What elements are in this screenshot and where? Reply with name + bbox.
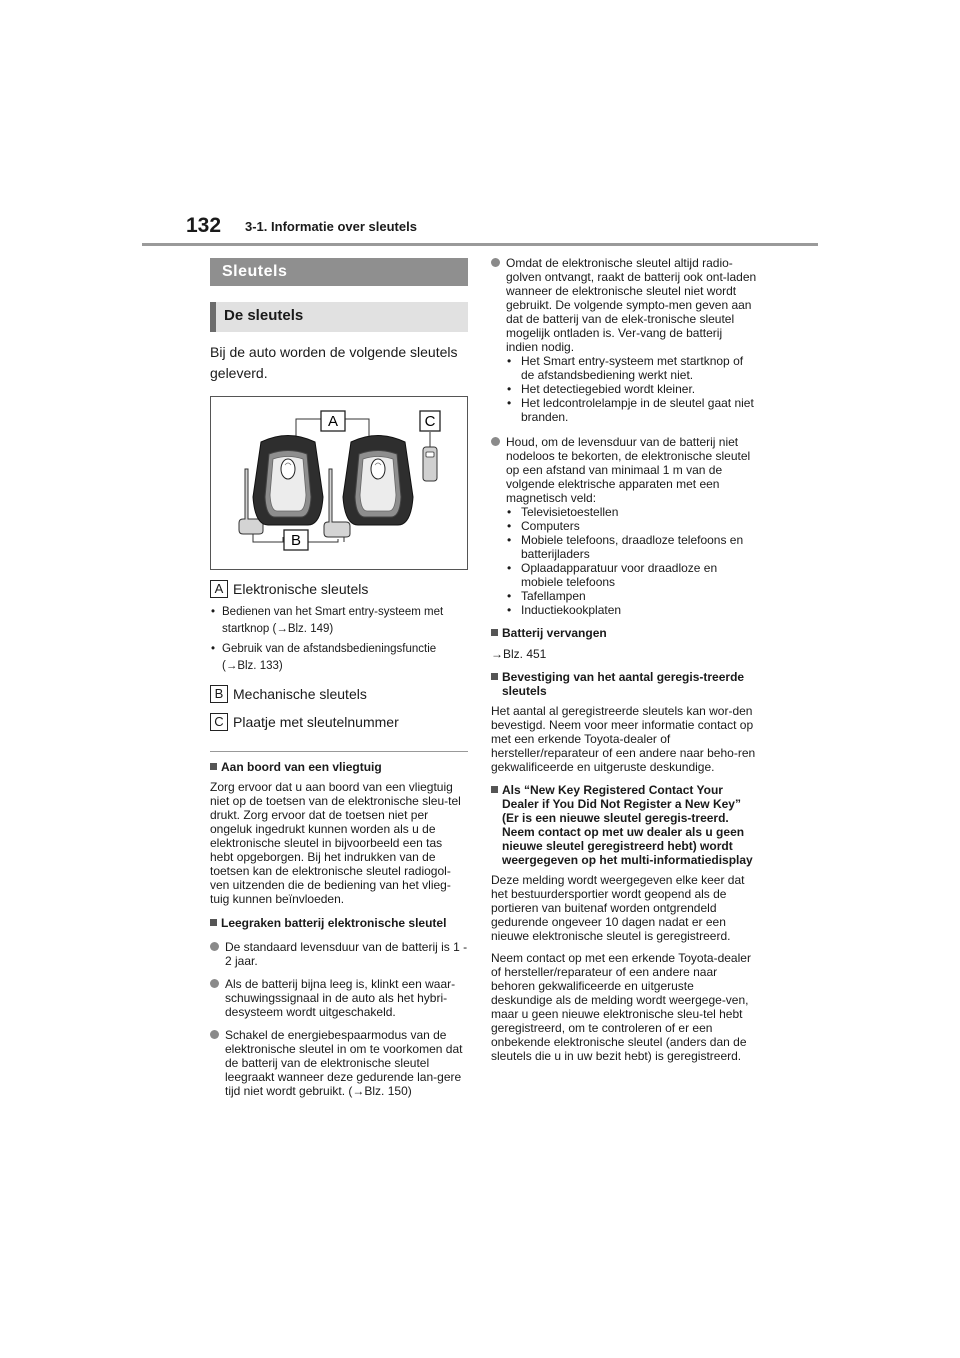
heading-batterij: Batterij vervangen [491,626,757,640]
list-item: De standaard levensduur van de batterij is 1 - 2 jaar. [210,940,468,968]
section-banner: Sleutels [210,258,468,286]
separator [210,751,468,752]
list-item: • Het Smart entry-systeem met startknop of de afstandsbediening werkt niet. [506,354,757,382]
list-item: • Het detectiegebied wordt kleiner. [506,382,757,396]
list-item: • Computers [506,519,757,533]
list-item: • Inductiekookplaten [506,603,757,617]
legend-box-b: B [210,685,228,703]
list-item: • Bedienen van het Smart entry-systeem met startknop (→Blz. 149) [210,604,468,638]
section-title: 3-1. Informatie over sleutels [245,219,417,234]
list-item: • Het ledcontrolelampje in de sleutel gaat niet branden. [506,396,757,424]
symptom-list [506,354,757,424]
key-number-plate [423,447,437,481]
heading-leegraken: Leegraken batterij elektronische sleutel [210,916,468,930]
sub-banner: De sleutels [210,302,468,332]
list-item: • Mobiele telefoons, draadloze telefoons en batterijladers [506,533,757,561]
figure-label-c: C [424,413,436,430]
legend-label-c: Plaatje met sleutelnummer [233,714,399,730]
legend-label-b: Mechanische sleutels [233,686,367,702]
item-text: Omdat de elektronische sleutel altijd radio-golven ontvangt, raakt de batterij ook ont-laden wanneer de elektronische sleutel niet wordt gebruikt. De volgende sympto-men geven aan dat de batterij van de elek-tronische sleutel mogelijk ontladen is. Ver-vang de batterij indien nodig. [506,256,757,354]
legend-box-a: A [210,580,228,598]
right-column [491,256,757,1063]
page-reference: →Blz. 451 [491,647,547,661]
legend-b [210,685,468,703]
legend-box-c: C [210,713,228,731]
list-item-radio [491,256,757,424]
left-column [210,258,468,1098]
intro-text: Bij de auto worden de volgende sleutels geleverd. [210,344,458,381]
header-rule [142,243,818,246]
list-item: Schakel de energiebespaarmodus van de elektronische sleutel in om te voorkomen dat de batterij van de elektronische sleutel leegraakt wanneer deze gedurende lan-gere tijd niet wordt gebruikt. (→Blz. 150) [210,1028,468,1098]
paragraph-bevestiging: Het aantal al geregistreerde sleutels kan wor-den bevestigd. Neem voor meer informatie contact op met een erkende Toyota-dealer of hersteller/reparateur of een andere naar beho-ren gekwalificeerde en uitgeruste deskundige. [491,704,756,774]
appliance-list [506,505,757,617]
legend-a [210,580,468,598]
list-item: • Gebruik van de afstandsbedieningsfunctie (→Blz. 133) [210,641,468,675]
list-item: • Oplaadapparatuur voor draadloze en mobiele telefoons [506,561,757,589]
keys-illustration [211,397,467,569]
paragraph-new-key-1: Deze melding wordt weergegeven elke keer dat het bestuurdersportier wordt geopend als de portieren van buitenaf worden ontgrendeld gedurende ongeveer 10 dagen nadat er een nieuwe elektronische sleutel is geregistreerd. [491,873,745,943]
page-number: 132 [186,214,222,237]
keys-figure [210,396,468,570]
legend-c [210,713,468,731]
list-item: Als de batterij bijna leeg is, klinkt een waar-schuwingssignaal in de auto als het hybri-desysteem wordt uitgeschakeld. [210,977,468,1019]
heading-bevestiging: Bevestiging van het aantal geregis-treerde sleutels [491,670,757,698]
electronic-key-1 [253,436,323,526]
list-item-magnetic [491,435,757,617]
list-item: • Televisietoestellen [506,505,757,519]
figure-label-a: A [327,413,339,430]
legend-label-a: Elektronische sleutels [233,581,369,597]
figure-label-b: B [290,532,302,549]
electronic-key-2 [343,436,413,526]
paragraph-aan-boord: Zorg ervoor dat u aan boord van een vliegtuig niet op de toetsen van de elektronische sleu-tel drukt. Zorg ervoor dat de toetsen niet per ongeluk ingedrukt kunnen worden als u de elektronische sleutel in bijvoorbeeld een tas hebt opgeborgen. Bij het indrukken van de toetsen kan de elektronische sleutel radiogol-ven uitzenden die de bediening van het vlieg-tuig kunnen beïnvloeden. [210,780,461,906]
list-item: • Tafellampen [506,589,757,603]
paragraph-new-key-2: Neem contact op met een erkende Toyota-dealer of hersteller/reparateur of een andere naar behoren gekwalificeerde en uitgeruste deskundige als de melding wordt weergege-ven, maar u geen nieuwe elektronische sleu-tel hebt geregistreerd, om te controleren of er een onbekende elektronische sleutel (anders dan de sleutels die u in uw bezit hebt) is geregistreerd. [491,951,751,1063]
heading-new-key: Als “New Key Registered Contact Your Dealer if You Did Not Register a New Key” (Er is een nieuwe sleutel geregis-treerd. Neem contact op met uw dealer als u geen nieuwe sleutel geregistreerd hebt) wordt weergegeven op het multi-informatiedisplay [491,783,757,867]
item-text: Houd, om de levensduur van de batterij niet nodeloos te bekorten, de elektronische sleutel op een afstand van minimaal 1 m van de volgende elektrische apparaten met een magnetisch veld: [506,435,751,505]
legend-a-bullets [210,604,468,675]
heading-aan-boord: Aan boord van een vliegtuig [210,760,468,774]
